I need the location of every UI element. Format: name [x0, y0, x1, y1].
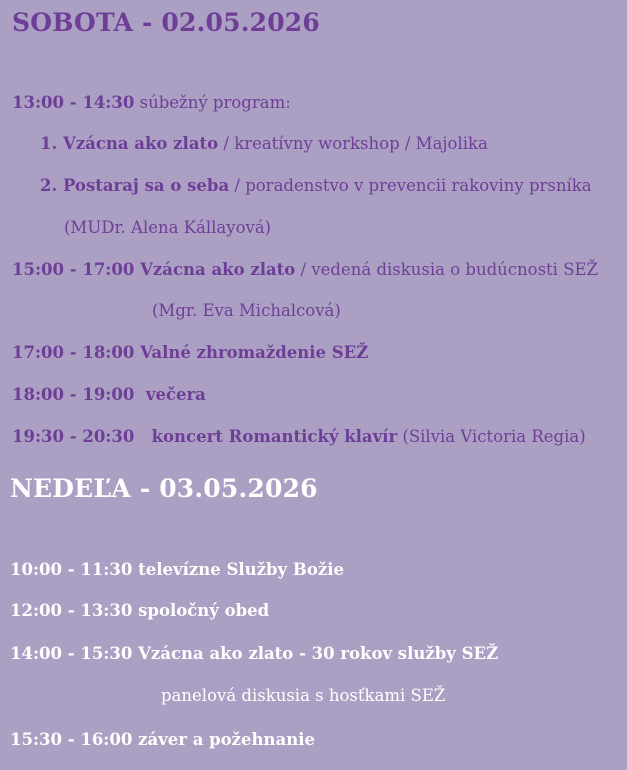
row-title: Valné zhromaždenie SEŽ	[134, 343, 369, 362]
row-time: 13:00 - 14:30	[12, 93, 135, 112]
program-row	[12, 93, 291, 112]
row-text: (Silvia Victoria Regia)	[397, 427, 586, 446]
row-title: 2. Postaraj sa o seba	[40, 176, 230, 195]
row-time: 15:30 - 16:00	[10, 730, 133, 749]
row-text: panelová diskusia s hosťkami SEŽ	[161, 686, 446, 705]
program-row-note	[161, 686, 445, 705]
row-time: 17:00 - 18:00	[12, 343, 135, 362]
program-row	[10, 601, 269, 620]
row-title: 1. Vzácna ako zlato	[40, 134, 219, 153]
row-time: 15:00 - 17:00	[12, 260, 135, 279]
row-time: 12:00 - 13:30	[10, 601, 133, 620]
row-text: (Mgr. Eva Michalcová)	[152, 301, 341, 320]
program-row	[12, 260, 598, 279]
row-text: (MUDr. Alena Kállayová)	[64, 218, 272, 237]
row-title: záver a požehnanie	[132, 730, 315, 749]
program-row-note	[152, 301, 341, 320]
program-row	[12, 343, 368, 362]
row-title: koncert Romantický klavír	[134, 427, 398, 446]
row-time: 18:00 - 19:00	[12, 385, 135, 404]
row-text: / poradenstvo v prevencii rakoviny prsníka	[229, 176, 592, 195]
row-time: 19:30 - 20:30	[12, 427, 135, 446]
row-title: Vzácna ako zlato	[134, 260, 296, 279]
row-title: Vzácna ako zlato - 30 rokov služby SEŽ	[132, 644, 499, 663]
row-time: 14:00 - 15:30	[10, 644, 133, 663]
row-title: večera	[134, 385, 206, 404]
row-title: televízne Služby Božie	[132, 560, 344, 579]
saturday-heading: SOBOTA - 02.05.2026	[12, 8, 320, 37]
row-text: / kreatívny workshop / Majolika	[218, 134, 488, 153]
row-text: / vedená diskusia o budúcnosti SEŽ	[295, 260, 599, 279]
program-row	[10, 730, 315, 749]
program-row-note	[64, 218, 271, 237]
row-title: spoločný obed	[132, 601, 270, 620]
row-text: súbežný program:	[134, 93, 291, 112]
sunday-heading: NEDEĽA - 03.05.2026	[10, 474, 318, 503]
program-row	[40, 176, 592, 195]
program-row	[12, 385, 206, 404]
program-row	[10, 560, 344, 579]
program-row	[40, 134, 488, 153]
row-time: 10:00 - 11:30	[10, 560, 133, 579]
program-row	[10, 644, 498, 663]
program-row	[12, 427, 586, 446]
